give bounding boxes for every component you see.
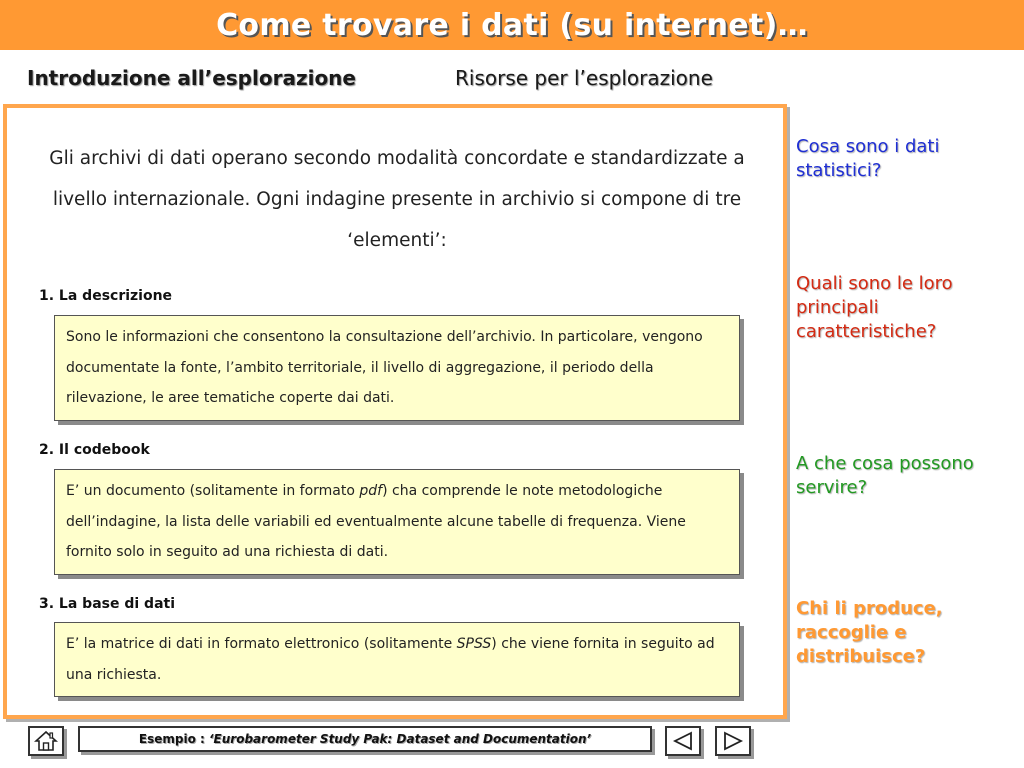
codebook-text-start: E’ un documento (solitamente in formato	[66, 483, 360, 499]
section-heading-descrizione: 1. La descrizione	[39, 288, 173, 304]
triangle-right-icon	[721, 731, 745, 751]
database-text-end: ) che viene fornita in seguito ad una richiesta.	[66, 636, 715, 683]
section-heading-base-dati: 3. La base di dati	[39, 596, 176, 612]
section-heading-codebook: 2. Il codebook	[39, 442, 150, 458]
triangle-left-icon	[671, 731, 695, 751]
tab-introduzione[interactable]: Introduzione all’esplorazione	[27, 66, 356, 90]
codebook-box	[54, 469, 740, 575]
database-text-start: E’ la matrice di dati in formato elettronico (solitamente	[66, 636, 457, 652]
question-a-che-servono[interactable]: A che cosa possono servire?	[796, 453, 974, 498]
question-caratteristiche[interactable]: Quali sono le loro principali caratteristiche?	[796, 273, 953, 342]
description-box	[54, 315, 740, 421]
intro-paragraph: Gli archivi di dati operano secondo modalità concordate e standardizzate a livello internazionale. Ogni indagine presente in archivio si compone di tre ‘elementi’:	[49, 148, 745, 251]
description-text: Sono le informazioni che consentono la consultazione dell’archivio. In particolare, vengono documentate la fonte, l’ambito territoriale, il livello di aggregazione, il periodo della rilevazione, le aree tematiche coperte dai dati.	[66, 329, 703, 406]
tab-risorse[interactable]: Risorse per l’esplorazione	[455, 66, 713, 90]
previous-button[interactable]	[665, 726, 701, 756]
home-icon	[34, 730, 58, 752]
caption-prefix: Esempio :	[138, 732, 205, 746]
database-format: SPSS	[456, 636, 492, 652]
title-bar	[0, 0, 1024, 50]
codebook-format: pdf	[359, 483, 383, 499]
question-chi-produce[interactable]: Chi li produce, raccoglie e distribuisce?	[796, 598, 943, 667]
content-panel	[3, 104, 787, 719]
question-cosa-sono[interactable]: Cosa sono i dati statistici?	[796, 136, 940, 181]
next-button[interactable]	[715, 726, 751, 756]
database-box	[54, 622, 740, 697]
page-title: Come trovare i dati (su internet)…	[216, 7, 808, 43]
codebook-text-end: ) cha comprende le note metodologiche dell’indagine, la lista delle variabili ed eventualmente alcune tabelle di frequenza. Viene fornito solo in seguito ad una richiesta di dati.	[66, 483, 686, 560]
example-caption[interactable]	[78, 726, 652, 752]
caption-title: ‘Eurobarometer Study Pak: Dataset and Documentation’	[209, 732, 592, 746]
home-button[interactable]	[28, 726, 64, 756]
